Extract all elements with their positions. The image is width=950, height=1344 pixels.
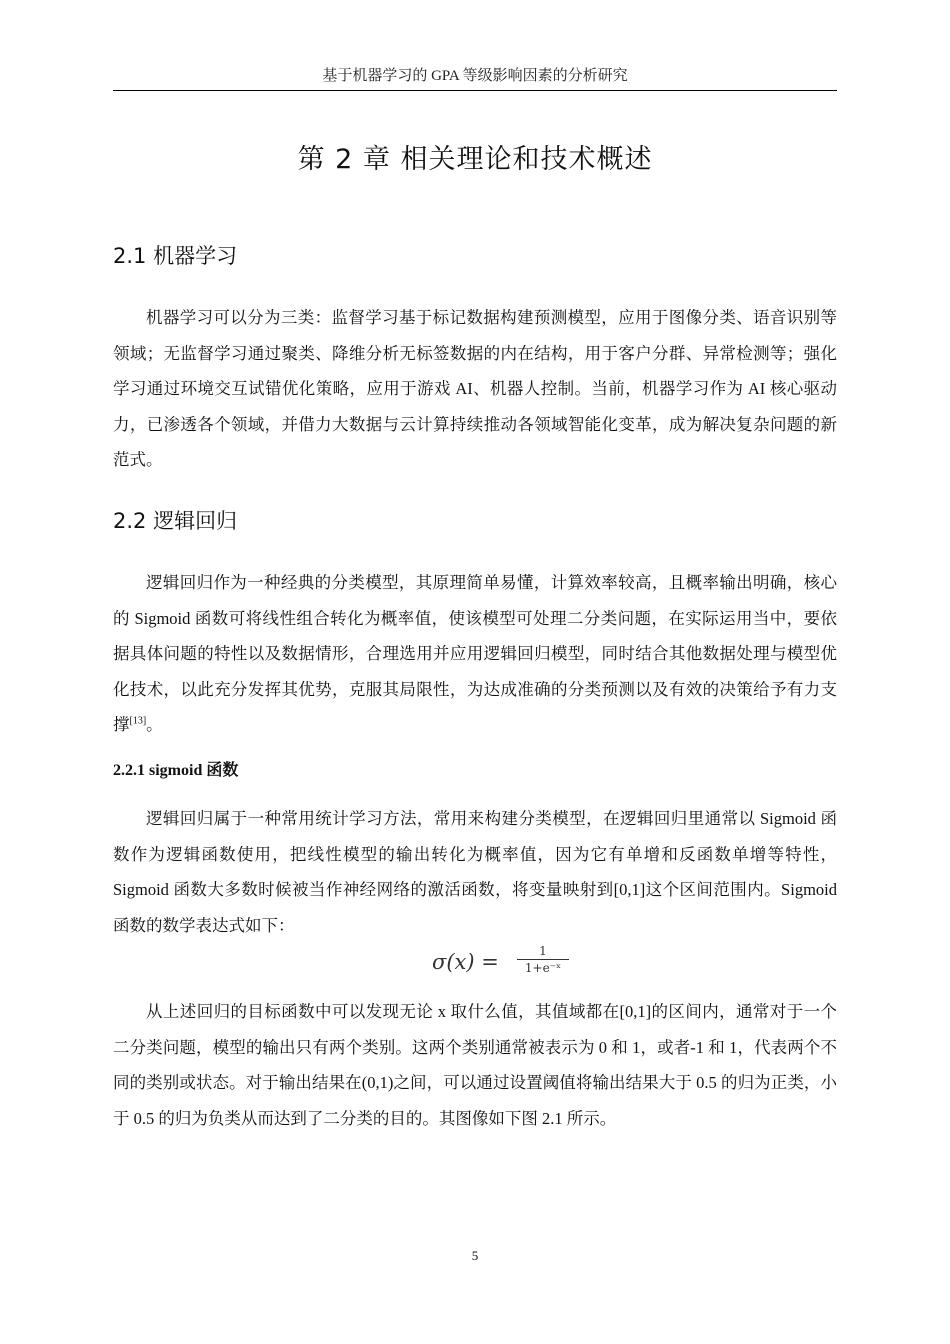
fraction-bar	[517, 959, 569, 960]
chapter-title: 第 2 章 相关理论和技术概述	[297, 144, 653, 175]
citation-ref: [13]	[129, 715, 147, 727]
paragraph-tail: 。	[146, 715, 163, 734]
paragraph-logistic-regression	[113, 565, 837, 743]
running-header: 基于机器学习的 GPA 等级影响因素的分析研究	[322, 68, 628, 84]
formula-denominator: 1+e⁻ˣ	[524, 961, 562, 975]
paragraph-sigmoid-intro: 逻辑回归属于一种常用统计学习方法，常用来构建分类模型，在逻辑回归里通常以 Sigmoid 函数作为逻辑函数使用，把线性模型的输出转化为概率值，因为它有单增和反函数单增等特性，Sigmoid 函数大多数时候被当作神经网络的激活函数，将变量映射到[0,1]这个区间范围内。Sigmoid 函数的数学表达式如下：	[113, 809, 837, 935]
section-heading-2-1: 2.1 机器学习	[113, 244, 238, 268]
header-rule	[113, 90, 837, 91]
section-heading-2-2: 2.2 逻辑回归	[113, 509, 238, 533]
page-number: 5	[471, 1248, 479, 1263]
paragraph-sigmoid-range: 从上述回归的目标函数中可以发现无论 x 取什么值，其值域都在[0,1]的区间内，通常对于一个二分类问题，模型的输出只有两个类别。这两个类别通常被表示为 0 和 1，或者-1 和 1，代表两个不同的类别或状态。对于输出结果在(0,1)之间，可以通过设置阈值将输出结果大于 0.5 的归为正类，小于 0.5 的归为负类从而达到了二分类的目的。其图像如下图 2.1 所示。	[113, 1002, 837, 1128]
paragraph-machine-learning: 机器学习可以分为三类：监督学习基于标记数据构建预测模型，应用于图像分类、语音识别等领域；无监督学习通过聚类、降维分析无标签数据的内在结构，用于客户分群、异常检测等；强化学习通过环境交互试错优化策略，应用于游戏 AI、机器人控制。当前，机器学习作为 AI 核心驱动力，已渗透各个领域，并借力大数据与云计算持续推动各领域智能化变革，成为解决复杂问题的新范式。	[113, 308, 837, 469]
section-heading-2-2-1: 2.2.1 sigmoid 函数	[113, 762, 239, 779]
formula-fraction	[517, 944, 569, 975]
paragraph-text: 逻辑回归作为一种经典的分类模型，其原理简单易懂，计算效率较高，且概率输出明确，核心的 Sigmoid 函数可将线性组合转化为概率值，使该模型可处理二分类问题，在实际运用当中，要依据具体问题的特性以及数据情形，合理选用并应用逻辑回归模型，同时结合其他数据处理与模型优化技术，以此充分发挥其优势，克服其局限性，为达成准确的分类预测以及有效的决策给予有力支撑	[113, 573, 837, 734]
sigmoid-formula	[380, 944, 580, 984]
formula-lhs: σ(x) =	[432, 950, 499, 974]
formula-numerator: 1	[539, 944, 547, 958]
